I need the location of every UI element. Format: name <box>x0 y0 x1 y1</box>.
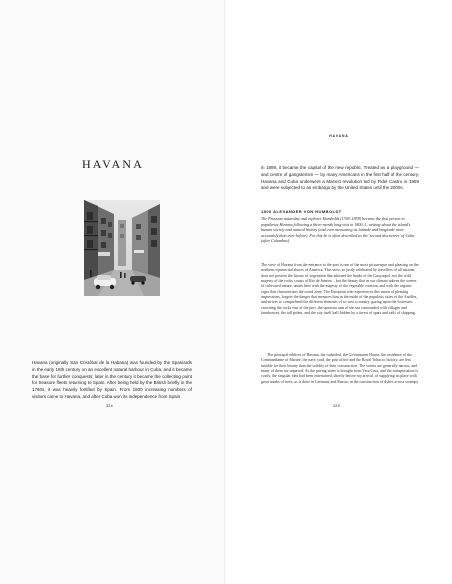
entry-heading: 1800 ALEXANDER VON HUMBOLDT <box>261 209 342 214</box>
chapter-title: HAVANA <box>81 157 145 171</box>
left-intro-paragraph: Havana (originally San Cristóbal de la Habana) was founded by the Spaniards in the early 16th century on an excellent natural harbour in Cuba, and it became the base for further conquests; later in the century it became the collecting point for treasure fleets returning to Spain. After being held by the British briefly in the 1760s, it was heavily fortified by Spain. From 1800 increasing numbers of visitors came to Havana, and after Cuba won its independence from Spain <box>32 360 192 399</box>
street-photo-illustration <box>84 200 160 296</box>
right-page-number: 325 <box>333 404 340 408</box>
right-page <box>226 0 452 584</box>
entry-intro: The Prussian naturalist and explorer Humboldt (1769–1859) became the first person to popularize Havana following a three-month long visit in 1800–1, writing about the island's human society and natural history (and even measuring its latitude and longitude more accurately than ever before). For this he is often described as the 'second discoverer' of Cuba (after Columbus). <box>261 216 415 244</box>
left-page-number: 324 <box>106 404 113 408</box>
continued-paragraph: in 1898, it became the capital of the new republic. Treated as a playground — and centre of gangsterism — by many Americans in the first half of the century, Havana and Cuba underwent a Marxist revolution led by Fidel Castro in 1959 and were subjected to an embargo by the United States until the 2000s. <box>261 165 419 191</box>
street-photograph <box>84 200 160 296</box>
entry-paragraph-2: The principal edifices of Havana, the cathedral, the Government House, the residence of the Commandante of Marine, the navy yard, the post office and the Royal Tobacco factory, are less notable for their beauty than the solidity of their construction. The streets are generally narrow, and many of them are unpaved. As the paving stone is brought from Vera Cruz, and the transportation is costly, the singular idea had been entertained, shortly before my arrival, of supplying its place with great trunks of trees, as is done in Germany and Russia, in the construction of dykes across swampy <box>261 352 419 384</box>
entry-paragraph-1: The view of Havana from the entrance to the port is one of the most picturesque and pleasing on the northern equinoctial shores of America. This view, so justly celebrated by travellers of all nations, does not possess the luxury of vegetation that adorned the banks of the Guayaquil, nor the wild majesty of the rocky coasts of Rio de Janeiro... but the beauty that in our climate adorns the scenes of cultivated nature, unites here with the majesty of the vegetable creation, and with the organic vigor that characterizes the torrid zone. The European who experiences this union of pleasing impressions, forgets the danger that menaces him in the midst of the populous cities of the Antilles, and strives to comprehend the different elements of so vast a country, gazing upon the fortresses crowning the rocks east of the port, the spacious arm of the sea surrounded with villages and farmhouses, the tall palms, and the city itself half hidden by a forest of spars and sails of shipping. <box>261 262 419 316</box>
running-head: HAVANA <box>329 134 349 138</box>
